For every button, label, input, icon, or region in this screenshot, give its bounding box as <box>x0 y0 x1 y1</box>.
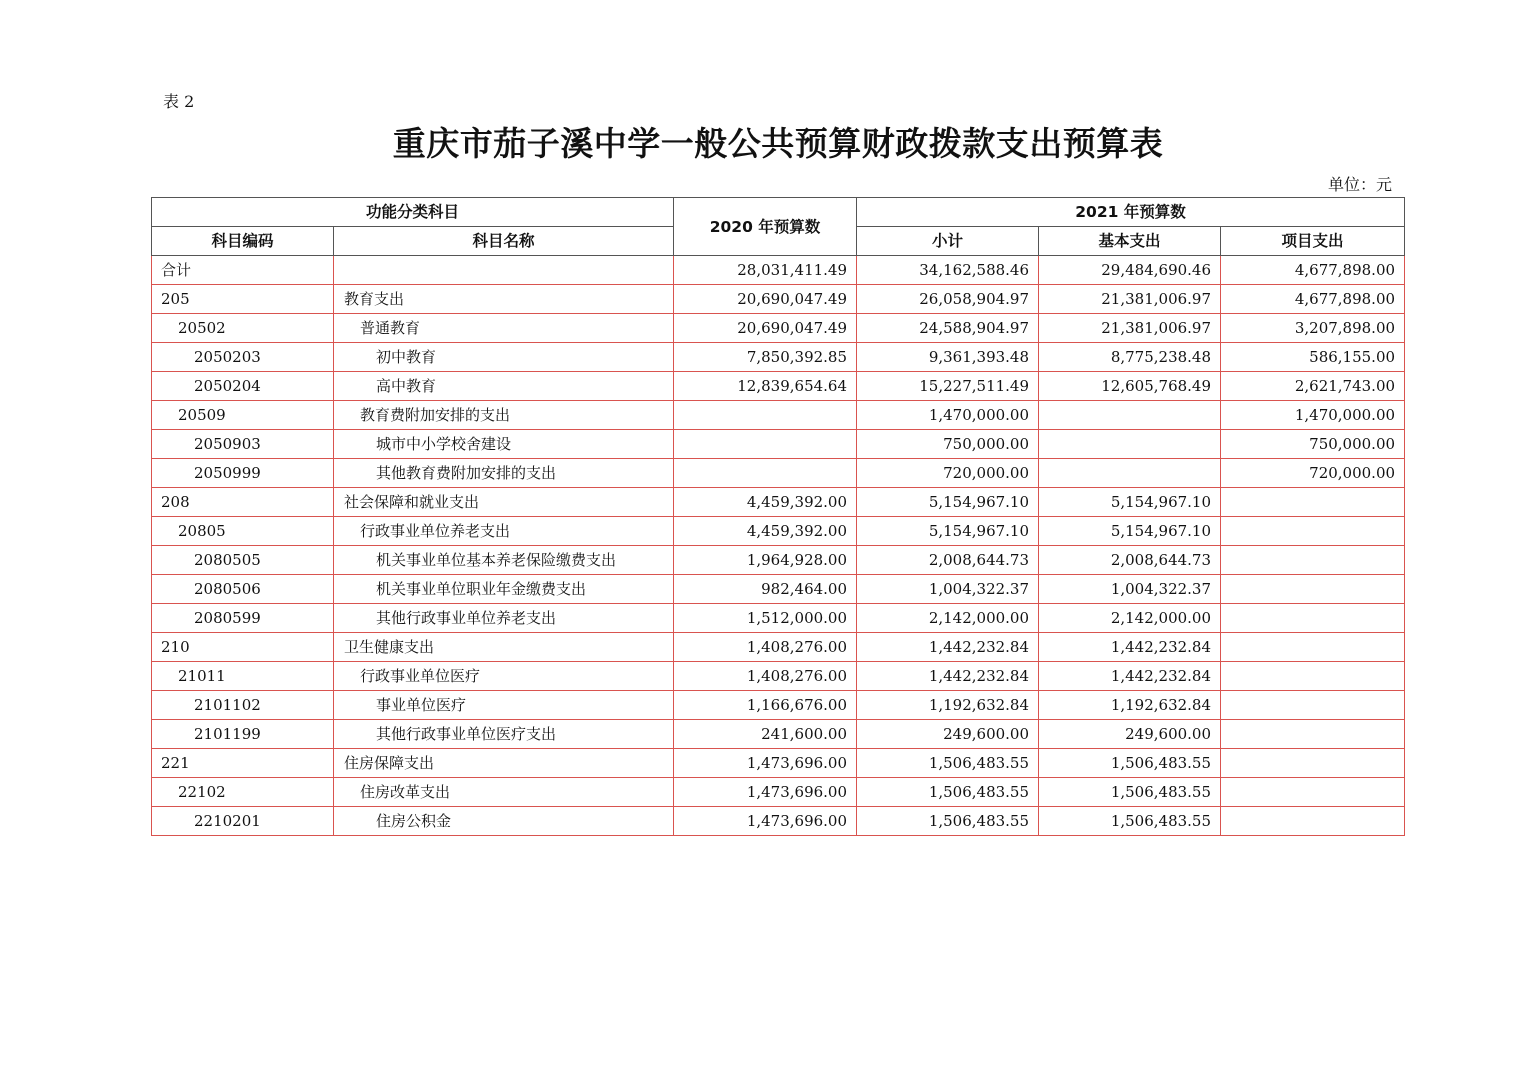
cell-code: 2050204 <box>152 372 334 401</box>
cell-name: 社会保障和就业支出 <box>334 488 674 517</box>
cell-basic: 5,154,967.10 <box>1039 488 1221 517</box>
table-row <box>152 343 1405 372</box>
table-row <box>152 807 1405 836</box>
cell-project <box>1221 604 1405 633</box>
table-row <box>152 256 1405 285</box>
table-number: 表 2 <box>163 92 195 111</box>
cell-project <box>1221 662 1405 691</box>
cell-project: 4,677,898.00 <box>1221 256 1405 285</box>
cell-basic: 8,775,238.48 <box>1039 343 1221 372</box>
budget-table <box>151 197 1405 836</box>
cell-name: 高中教育 <box>334 372 674 401</box>
cell-subtotal: 1,442,232.84 <box>857 662 1039 691</box>
table-row <box>152 662 1405 691</box>
cell-basic: 1,442,232.84 <box>1039 662 1221 691</box>
table-row <box>152 401 1405 430</box>
cell-y2020: 1,408,276.00 <box>674 662 857 691</box>
cell-y2020: 1,408,276.00 <box>674 633 857 662</box>
table-row <box>152 517 1405 546</box>
cell-project <box>1221 517 1405 546</box>
cell-name: 其他行政事业单位医疗支出 <box>334 720 674 749</box>
cell-code: 21011 <box>152 662 334 691</box>
table-row <box>152 314 1405 343</box>
cell-code: 205 <box>152 285 334 314</box>
cell-name: 卫生健康支出 <box>334 633 674 662</box>
header-budget-2021-group: 2021 年预算数 <box>857 198 1405 227</box>
table-row <box>152 546 1405 575</box>
cell-name: 其他教育费附加安排的支出 <box>334 459 674 488</box>
header-budget-2020: 2020 年预算数 <box>674 198 857 256</box>
header-subtotal: 小计 <box>857 227 1039 256</box>
header-project: 项目支出 <box>1221 227 1405 256</box>
cell-basic <box>1039 401 1221 430</box>
cell-project: 586,155.00 <box>1221 343 1405 372</box>
cell-y2020: 4,459,392.00 <box>674 488 857 517</box>
cell-basic: 249,600.00 <box>1039 720 1221 749</box>
cell-subtotal: 1,506,483.55 <box>857 749 1039 778</box>
cell-basic: 21,381,006.97 <box>1039 285 1221 314</box>
cell-basic: 1,004,322.37 <box>1039 575 1221 604</box>
unit-label: 单位：元 <box>1327 175 1392 194</box>
cell-project: 3,207,898.00 <box>1221 314 1405 343</box>
cell-name: 普通教育 <box>334 314 674 343</box>
table-row <box>152 285 1405 314</box>
cell-name <box>334 256 674 285</box>
cell-subtotal: 1,442,232.84 <box>857 633 1039 662</box>
cell-basic: 1,442,232.84 <box>1039 633 1221 662</box>
header-function-group: 功能分类科目 <box>152 198 674 227</box>
cell-name: 初中教育 <box>334 343 674 372</box>
cell-basic: 2,008,644.73 <box>1039 546 1221 575</box>
cell-y2020: 1,964,928.00 <box>674 546 857 575</box>
cell-code: 2080505 <box>152 546 334 575</box>
cell-code: 2050999 <box>152 459 334 488</box>
table-row <box>152 430 1405 459</box>
cell-y2020: 1,473,696.00 <box>674 778 857 807</box>
table-row <box>152 691 1405 720</box>
header-code: 科目编码 <box>152 227 334 256</box>
cell-y2020: 7,850,392.85 <box>674 343 857 372</box>
cell-code: 221 <box>152 749 334 778</box>
cell-basic: 1,506,483.55 <box>1039 749 1221 778</box>
cell-project <box>1221 633 1405 662</box>
table-row <box>152 778 1405 807</box>
cell-subtotal: 26,058,904.97 <box>857 285 1039 314</box>
cell-y2020: 982,464.00 <box>674 575 857 604</box>
cell-project <box>1221 488 1405 517</box>
cell-subtotal: 750,000.00 <box>857 430 1039 459</box>
cell-y2020: 1,473,696.00 <box>674 749 857 778</box>
cell-name: 行政事业单位养老支出 <box>334 517 674 546</box>
cell-basic <box>1039 430 1221 459</box>
cell-code: 合计 <box>152 256 334 285</box>
cell-basic: 1,506,483.55 <box>1039 778 1221 807</box>
table-row <box>152 372 1405 401</box>
cell-project <box>1221 546 1405 575</box>
cell-project <box>1221 807 1405 836</box>
cell-subtotal: 1,506,483.55 <box>857 778 1039 807</box>
cell-project: 750,000.00 <box>1221 430 1405 459</box>
cell-name: 事业单位医疗 <box>334 691 674 720</box>
cell-y2020 <box>674 459 857 488</box>
header-name: 科目名称 <box>334 227 674 256</box>
cell-project <box>1221 778 1405 807</box>
cell-code: 2080599 <box>152 604 334 633</box>
cell-project <box>1221 575 1405 604</box>
cell-name: 其他行政事业单位养老支出 <box>334 604 674 633</box>
cell-basic <box>1039 459 1221 488</box>
table-row <box>152 575 1405 604</box>
cell-name: 机关事业单位职业年金缴费支出 <box>334 575 674 604</box>
cell-y2020: 20,690,047.49 <box>674 285 857 314</box>
cell-subtotal: 15,227,511.49 <box>857 372 1039 401</box>
cell-subtotal: 24,588,904.97 <box>857 314 1039 343</box>
cell-subtotal: 5,154,967.10 <box>857 488 1039 517</box>
cell-subtotal: 1,506,483.55 <box>857 807 1039 836</box>
cell-code: 2210201 <box>152 807 334 836</box>
cell-project: 4,677,898.00 <box>1221 285 1405 314</box>
cell-code: 2050903 <box>152 430 334 459</box>
cell-name: 住房保障支出 <box>334 749 674 778</box>
cell-name: 住房改革支出 <box>334 778 674 807</box>
cell-code: 2050203 <box>152 343 334 372</box>
cell-subtotal: 249,600.00 <box>857 720 1039 749</box>
cell-code: 210 <box>152 633 334 662</box>
cell-subtotal: 5,154,967.10 <box>857 517 1039 546</box>
cell-code: 208 <box>152 488 334 517</box>
cell-name: 机关事业单位基本养老保险缴费支出 <box>334 546 674 575</box>
cell-subtotal: 2,008,644.73 <box>857 546 1039 575</box>
cell-name: 教育费附加安排的支出 <box>334 401 674 430</box>
cell-y2020: 28,031,411.49 <box>674 256 857 285</box>
cell-subtotal: 9,361,393.48 <box>857 343 1039 372</box>
cell-code: 20805 <box>152 517 334 546</box>
cell-y2020: 241,600.00 <box>674 720 857 749</box>
table-row <box>152 633 1405 662</box>
cell-basic: 29,484,690.46 <box>1039 256 1221 285</box>
cell-code: 2101199 <box>152 720 334 749</box>
cell-basic: 2,142,000.00 <box>1039 604 1221 633</box>
cell-subtotal: 34,162,588.46 <box>857 256 1039 285</box>
cell-y2020: 1,473,696.00 <box>674 807 857 836</box>
cell-subtotal: 1,470,000.00 <box>857 401 1039 430</box>
table-row <box>152 720 1405 749</box>
cell-y2020: 12,839,654.64 <box>674 372 857 401</box>
cell-y2020: 4,459,392.00 <box>674 517 857 546</box>
cell-subtotal: 720,000.00 <box>857 459 1039 488</box>
cell-y2020: 20,690,047.49 <box>674 314 857 343</box>
cell-name: 城市中小学校舍建设 <box>334 430 674 459</box>
cell-code: 20509 <box>152 401 334 430</box>
page-title: 重庆市茄子溪中学一般公共预算财政拨款支出预算表 <box>392 124 1164 163</box>
table-row <box>152 488 1405 517</box>
cell-subtotal: 1,192,632.84 <box>857 691 1039 720</box>
cell-y2020 <box>674 430 857 459</box>
cell-y2020 <box>674 401 857 430</box>
cell-basic: 1,192,632.84 <box>1039 691 1221 720</box>
cell-y2020: 1,166,676.00 <box>674 691 857 720</box>
cell-name: 教育支出 <box>334 285 674 314</box>
cell-code: 2080506 <box>152 575 334 604</box>
cell-name: 行政事业单位医疗 <box>334 662 674 691</box>
cell-project <box>1221 749 1405 778</box>
cell-y2020: 1,512,000.00 <box>674 604 857 633</box>
cell-project <box>1221 720 1405 749</box>
cell-code: 20502 <box>152 314 334 343</box>
cell-basic: 12,605,768.49 <box>1039 372 1221 401</box>
cell-basic: 21,381,006.97 <box>1039 314 1221 343</box>
cell-project: 1,470,000.00 <box>1221 401 1405 430</box>
cell-project: 2,621,743.00 <box>1221 372 1405 401</box>
table-row <box>152 749 1405 778</box>
cell-name: 住房公积金 <box>334 807 674 836</box>
cell-code: 22102 <box>152 778 334 807</box>
table-row <box>152 459 1405 488</box>
cell-project <box>1221 691 1405 720</box>
cell-basic: 5,154,967.10 <box>1039 517 1221 546</box>
cell-code: 2101102 <box>152 691 334 720</box>
cell-basic: 1,506,483.55 <box>1039 807 1221 836</box>
cell-subtotal: 2,142,000.00 <box>857 604 1039 633</box>
header-basic: 基本支出 <box>1039 227 1221 256</box>
cell-project: 720,000.00 <box>1221 459 1405 488</box>
cell-subtotal: 1,004,322.37 <box>857 575 1039 604</box>
table-row <box>152 604 1405 633</box>
